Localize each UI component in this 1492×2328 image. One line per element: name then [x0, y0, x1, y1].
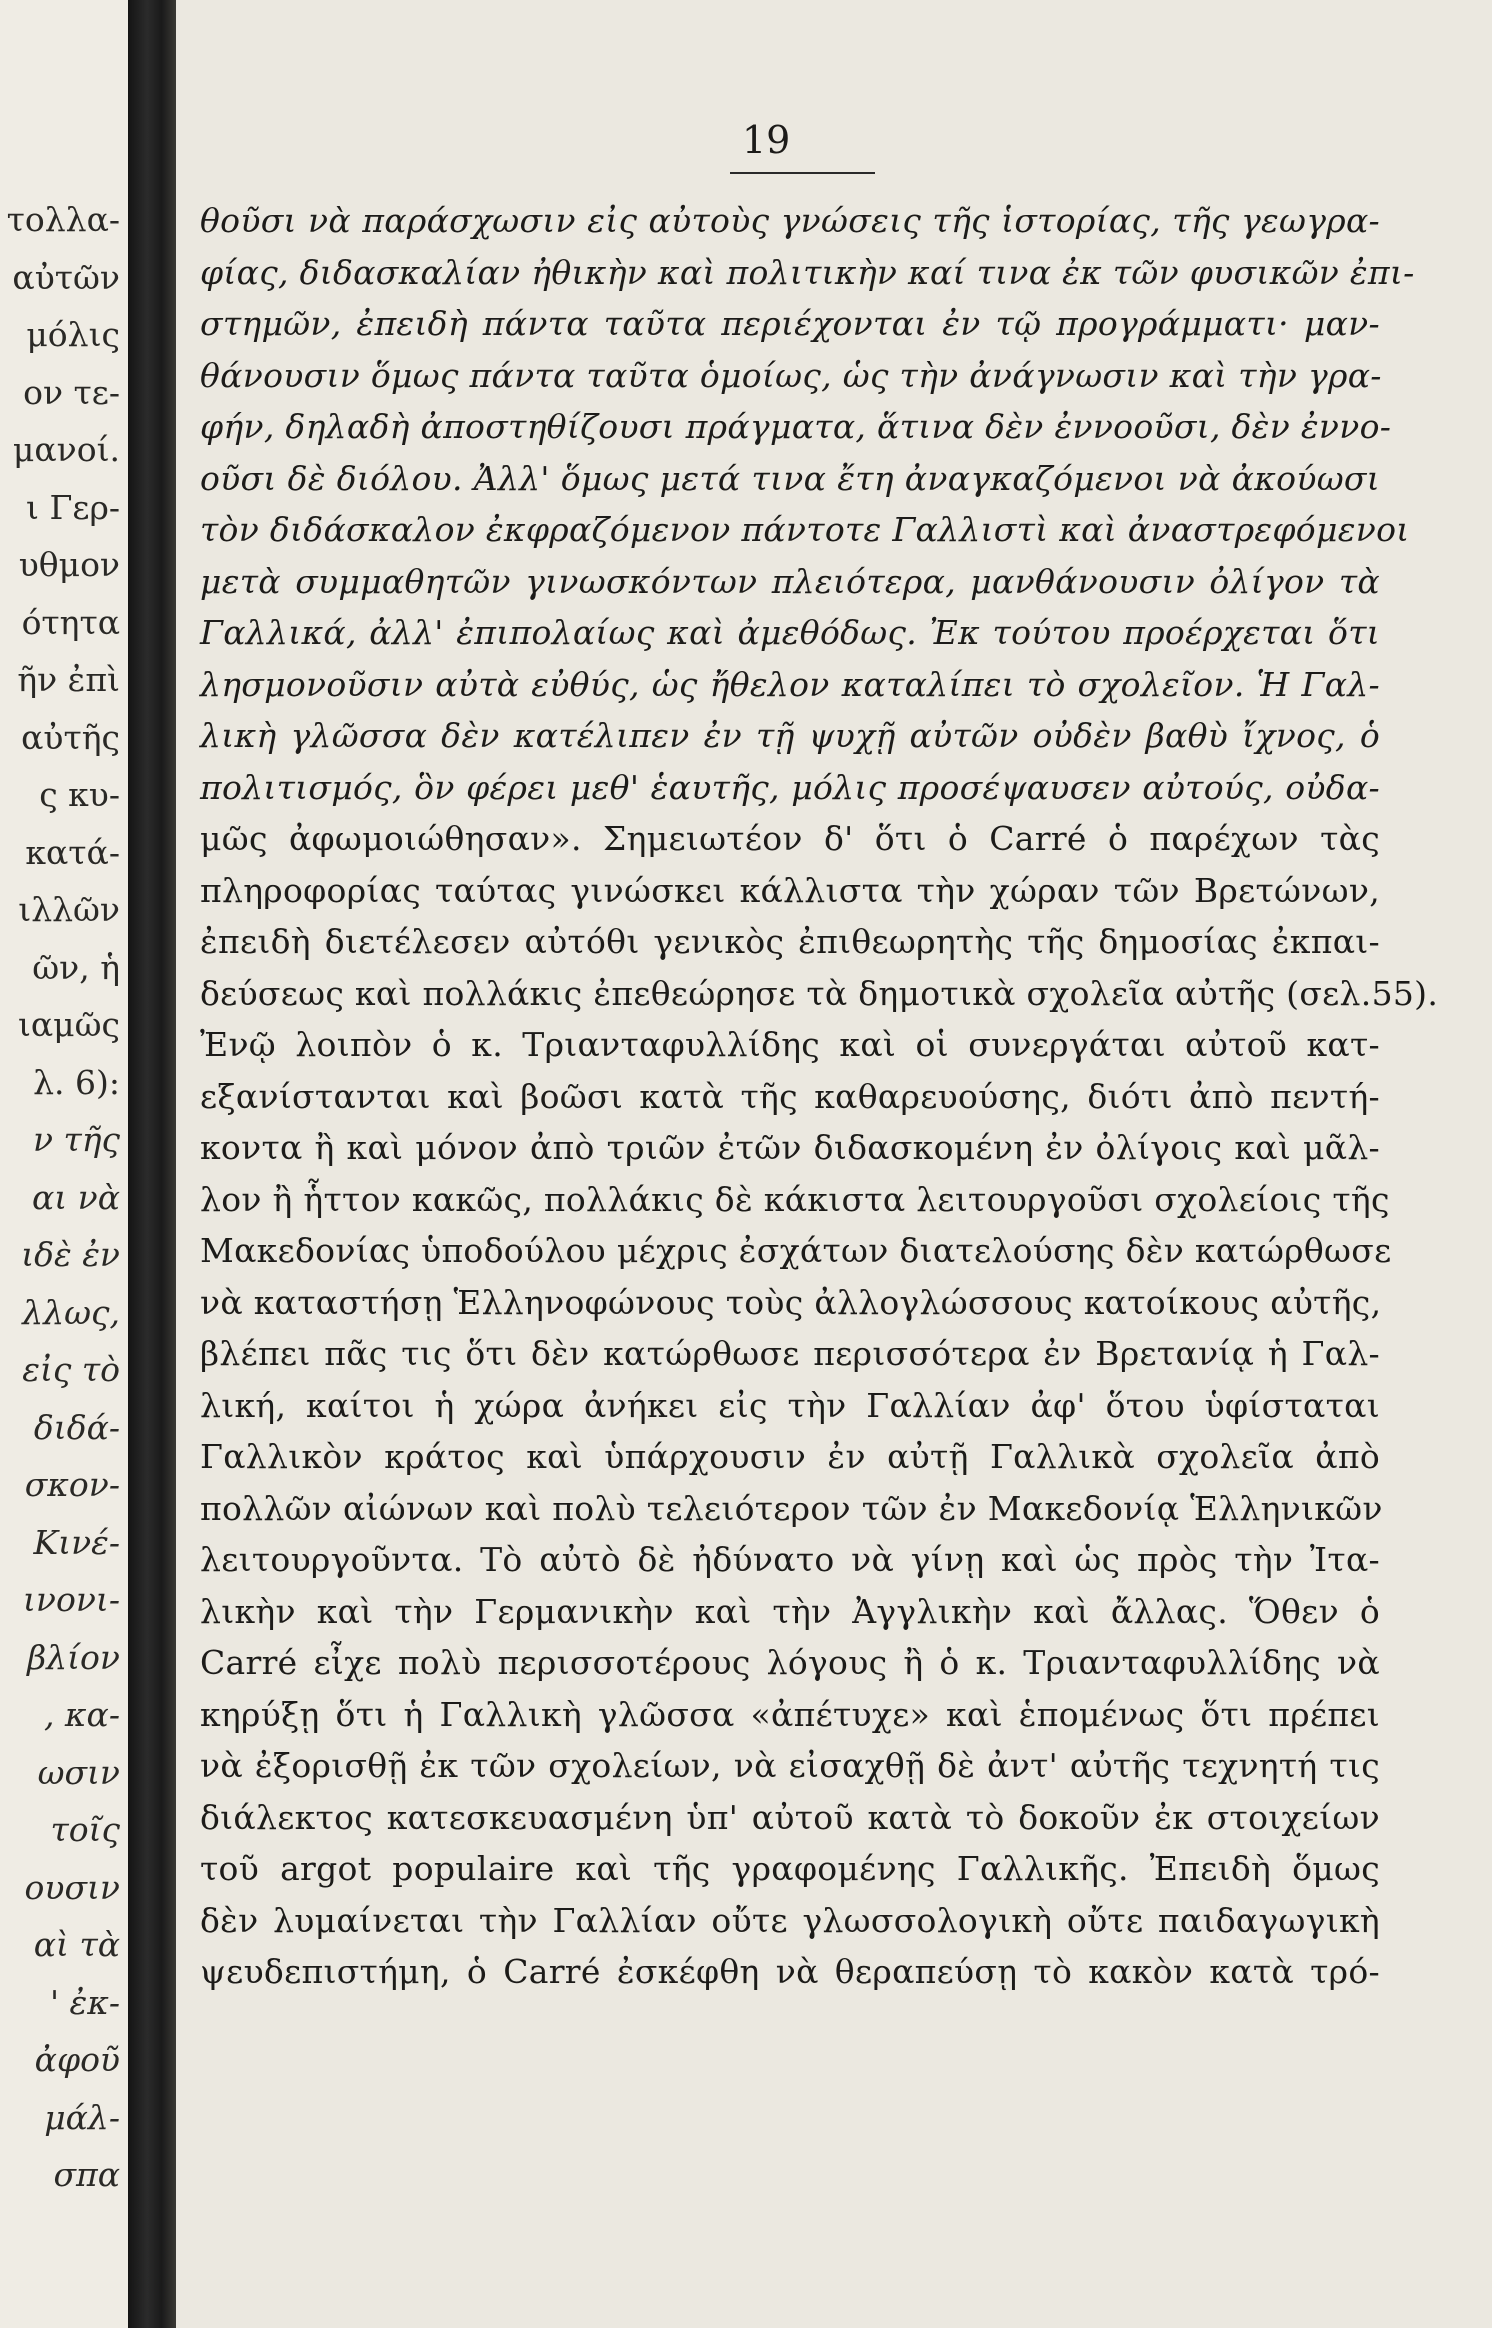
left-page-line: ῆν ἐπὶ [17, 660, 120, 699]
page-number: 19 [742, 118, 791, 162]
text-line: οῦσι δὲ διόλου. Ἀλλ' ὅμως μετά τινα ἔτη ἀναγκαζόμενοι νὰ ἀκούωσι [200, 458, 1380, 498]
left-page-line: μόλις [26, 315, 120, 354]
left-page-line: ιαμῶς [17, 1005, 120, 1044]
text-line: λική, καίτοι ἡ χώρα ἀνήκει εἰς τὴν Γαλλίαν ἀφ' ὅτου ὑφίσταται [200, 1385, 1380, 1425]
text-line: μῶς ἀφωμοιώθησαν». Σημειωτέον δ' ὅτι ὁ Carré ὁ παρέχων τὰς [200, 819, 1380, 858]
left-page-line: βλίον [27, 1637, 120, 1677]
left-page-line: εἰς τὸ [22, 1350, 120, 1389]
text-line: λειτουργοῦντα. Τὸ αὐτὸ δὲ ἠδύνατο νὰ γίνῃ καὶ ὡς πρὸς τὴν Ἰτα- [200, 1540, 1380, 1579]
text-line: Γαλλικὸν κράτος καὶ ὑπάρχουσιν ἐν αὐτῇ Γαλλικὰ σχολεῖα ἀπὸ [200, 1437, 1380, 1476]
text-line: λικὴ γλῶσσα δὲν κατέλιπεν ἐν τῇ ψυχῇ αὐτῶν οὐδὲν βαθὺ ἴχνος, ὁ [200, 716, 1380, 755]
text-line: στημῶν, ἐπειδὴ πάντα ταῦτα περιέχονται ἐν τῷ προγράμματι· μαν- [200, 304, 1380, 343]
header-rule [730, 172, 875, 174]
text-line: λικὴν καὶ τὴν Γερμανικὴν καὶ τὴν Ἀγγλικὴν καὶ ἄλλας. Ὅθεν ὁ [200, 1591, 1380, 1631]
left-page-line: αὐτῆς [21, 717, 120, 757]
left-page-line: σκον- [24, 1465, 120, 1504]
text-line: δὲν λυμαίνεται τὴν Γαλλίαν οὔτε γλωσσολογικὴ οὔτε παιδαγωγικὴ [200, 1900, 1380, 1940]
left-page-line: υθμον [18, 545, 120, 584]
text-line: βλέπει πᾶς τις ὅτι δὲν κατώρθωσε περισσότερα ἐν Βρετανίᾳ ἡ Γαλ- [200, 1334, 1380, 1373]
left-page-line: ουσιν [24, 1867, 120, 1907]
text-line: πολλῶν αἰώνων καὶ πολὺ τελειότερον τῶν ἐν Μακεδονίᾳ Ἑλληνικῶν [200, 1488, 1383, 1528]
left-page-line: ἀφοῦ [34, 2040, 120, 2079]
left-page-line: λλως, [22, 1292, 120, 1332]
left-page-line: αι νὰ [31, 1177, 120, 1217]
text-line: πολιτισμός, ὃν φέρει μεθ' ἑαυτῆς, μόλις προσέψαυσεν αὐτούς, οὐδα- [200, 767, 1380, 807]
text-line: φήν, δηλαδὴ ἀποστηθίζουσι πράγματα, ἅτινα δὲν ἐννοοῦσι, δὲν ἐννο- [200, 407, 1392, 446]
text-line: τὸν διδάσκαλον ἐκφραζόμενον πάντοτε Γαλλιστὶ καὶ ἀναστρεφόμενοι [200, 510, 1410, 549]
left-page-line: ς κυ- [39, 775, 120, 814]
book-spine-gutter [128, 0, 176, 2328]
left-page-line: λ. 6): [33, 1062, 120, 1102]
text-line: Carré εἶχε πολὺ περισσοτέρους λόγους ἢ ὁ κ. Τριανταφυλλίδης νὰ [200, 1643, 1380, 1682]
left-page-line: ωσιν [37, 1752, 120, 1792]
text-line: τοῦ argot populaire καὶ τῆς γραφομένης Γαλλικῆς. Ἐπειδὴ ὅμως [200, 1849, 1380, 1888]
left-page-line: ότητα [21, 602, 120, 642]
text-line: λον ἢ ἧττον κακῶς, πολλάκις δὲ κάκιστα λειτουργοῦσι σχολείοις τῆς [200, 1179, 1390, 1219]
left-page-line: κατά- [25, 832, 120, 872]
text-line: λησμονοῦσιν αὐτὰ εὐθύς, ὡς ἤθελον καταλίπει τὸ σχολεῖον. Ἡ Γαλ- [200, 664, 1380, 704]
left-page-line: τολλα- [6, 200, 120, 239]
text-line: ἐπειδὴ διετέλεσεν αὐτόθι γενικὸς ἐπιθεωρητὴς τῆς δημοσίας ἐκπαι- [200, 922, 1380, 961]
left-page-line: ν τῆς [32, 1120, 120, 1159]
text-line: θάνουσιν ὅμως πάντα ταῦτα ὁμοίως, ὡς τὴν ἀνάγνωσιν καὶ τὴν γρα- [200, 355, 1382, 395]
left-page-line: ι Γερ- [26, 487, 120, 527]
left-page-fragment [0, 0, 128, 2328]
left-page-line: διδά- [33, 1407, 120, 1447]
left-page-line: , κα- [43, 1695, 120, 1734]
text-line: ψευδεπιστήμη, ὁ Carré ἐσκέφθη νὰ θεραπεύσῃ τὸ κακὸν κατὰ τρό- [200, 1952, 1380, 1991]
text-line: φίας, διδασκαλίαν ἠθικὴν καὶ πολιτικὴν καί τινα ἐκ τῶν φυσικῶν ἐπι- [200, 252, 1415, 292]
text-line: Ἐνῷ λοιπὸν ὁ κ. Τριανταφυλλίδης καὶ οἱ συνεργάται αὐτοῦ κατ- [200, 1025, 1380, 1064]
text-line: νὰ καταστήσῃ Ἑλληνοφώνους τοὺς ἀλλογλώσσους κατοίκους αὐτῆς, [200, 1282, 1382, 1322]
left-page-line: αὶ τὰ [33, 1925, 120, 1964]
text-line: δεύσεως καὶ πολλάκις ἐπεθεώρησε τὰ δημοτικὰ σχολεῖα αὐτῆς (σελ.55). [200, 973, 1439, 1013]
left-page-line: ινονι- [22, 1580, 120, 1619]
left-page-line: ιλλῶν [18, 890, 120, 929]
text-line: πληροφορίας ταύτας γινώσκει κάλλιστα τὴν χώραν τῶν Βρετώνων, [200, 870, 1380, 910]
left-page-line: ον τε- [23, 372, 120, 412]
left-page-line: Κινέ- [33, 1522, 120, 1562]
text-line: κηρύξῃ ὅτι ἡ Γαλλικὴ γλῶσσα «ἀπέτυχε» καὶ ἑπομένως ὅτι πρέπει [200, 1694, 1380, 1734]
text-line: θοῦσι νὰ παράσχωσιν εἰς αὐτοὺς γνώσεις τῆς ἱστορίας, τῆς γεωγρα- [200, 201, 1380, 240]
text-line: κοντα ἢ καὶ μόνον ἀπὸ τριῶν ἐτῶν διδασκομένη ἐν ὀλίγοις καὶ μᾶλ- [200, 1128, 1380, 1167]
text-line: διάλεκτος κατεσκευασμένη ὑπ' αὐτοῦ κατὰ τὸ δοκοῦν ἐκ στοιχείων [200, 1797, 1380, 1837]
left-page-line: σπα [53, 2155, 120, 2194]
text-line: Μακεδονίας ὑποδούλου μέχρις ἐσχάτων διατελούσης δὲν κατώρθωσε [200, 1231, 1392, 1270]
page-body-text [200, 195, 1439, 1998]
left-page-line: μάλ- [44, 2097, 120, 2137]
left-page-line: τοῖς [50, 1810, 120, 1849]
left-page-line: αὐτῶν [12, 257, 120, 297]
text-line: νὰ ἐξορισθῇ ἐκ τῶν σχολείων, νὰ εἰσαχθῇ δὲ ἀντ' αὐτῆς τεχνητή τις [200, 1746, 1380, 1785]
text-line: μετὰ συμμαθητῶν γινωσκόντων πλειότερα, μανθάνουσιν ὀλίγον τὰ [200, 561, 1380, 601]
left-page-line: ' ἐκ- [49, 1982, 120, 2022]
text-line: Γαλλικά, ἀλλ' ἐπιπολαίως καὶ ἀμεθόδως. Ἐκ τούτου προέρχεται ὅτι [200, 613, 1380, 652]
left-page-line: μανοί. [12, 430, 120, 469]
text-line: εξανίστανται καὶ βοῶσι κατὰ τῆς καθαρευούσης, διότι ἀπὸ πεντή- [200, 1076, 1380, 1116]
left-page-line: ῶν, ἡ [32, 947, 120, 987]
left-page-line: ιδὲ ἐν [21, 1235, 120, 1274]
